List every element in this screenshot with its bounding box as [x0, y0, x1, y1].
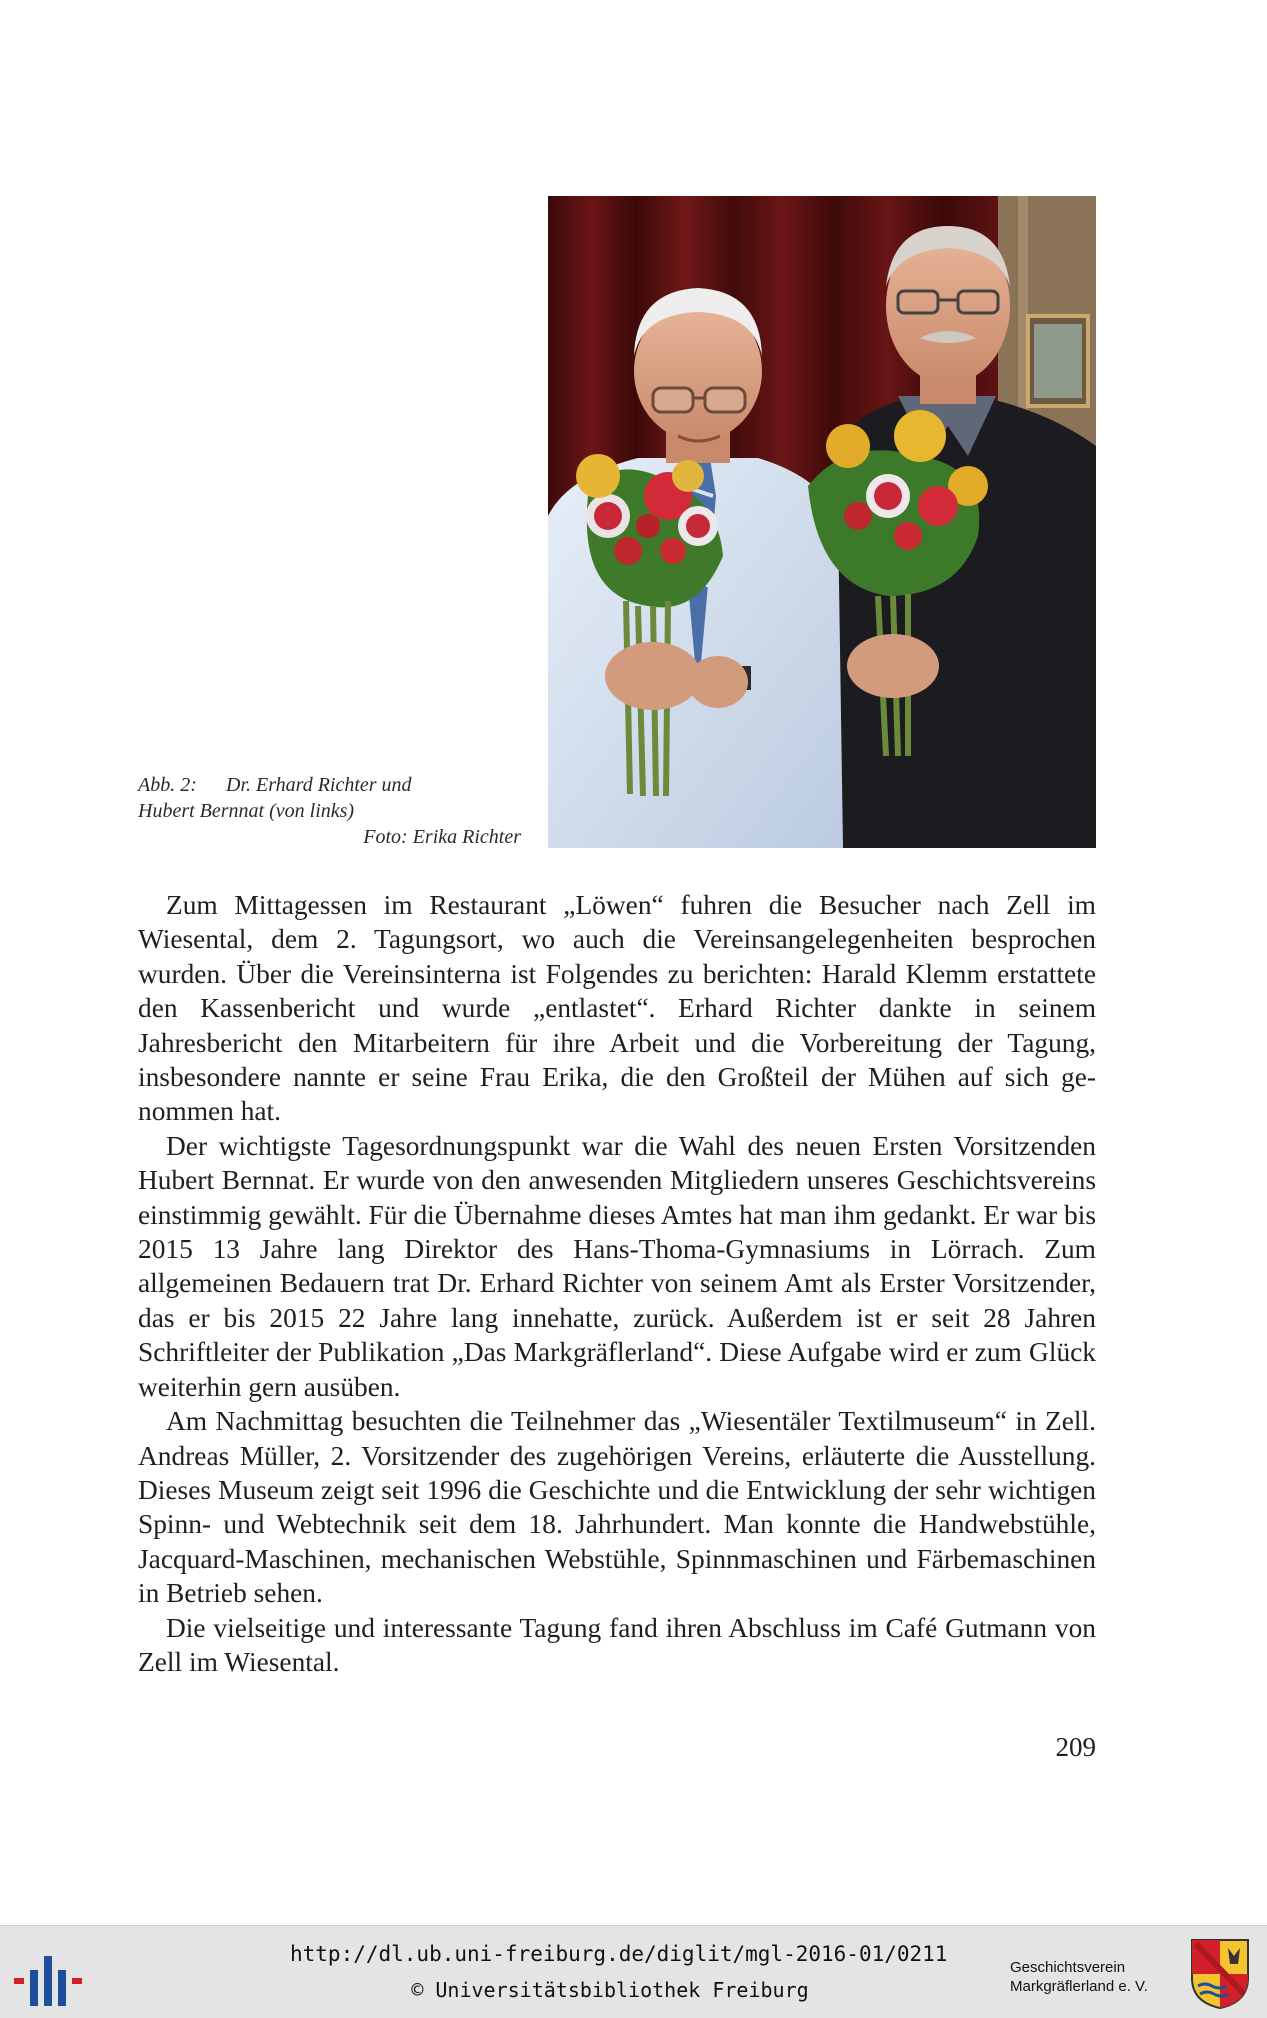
- verein-line-1: Geschichtsverein: [1010, 1959, 1126, 1976]
- coat-of-arms-icon: [1190, 1938, 1250, 2010]
- article-body: [138, 888, 1096, 1679]
- caption-label: Abb. 2:: [138, 774, 197, 796]
- paragraph-3: Am Nachmittag besuchten die Teilnehmer das „Wiesentäler Textilmuseum“ in Zell. Andreas Müller, 2. Vorsitzender des zugehörigen Vereins, erläuterte die Ausstellung. Dieses Museum zeigt seit 1996 die Geschichte und die Entwicklung der sehr wichtigen Spinn- und Webtechnik seit dem 18. Jahrhundert. Man konnte die Handwebstühle, Jacquard-Maschinen, mechanischen Webstühle, Spinnmaschinen und Färbemaschinen in Betrieb sehen.: [138, 1406, 1096, 1609]
- photo-richter-bernnat: [548, 196, 1096, 848]
- page-number: 209: [1055, 1732, 1096, 1762]
- footer-bar: [0, 1925, 1267, 2018]
- paragraph-2: Der wichtigste Tagesordnungspunkt war die Wahl des neuen Ersten Vorsitzenden Hubert Bernnat. Er wurde von den anwesenden Mitgliedern unseres Geschichtsvereins einstimmig gewählt. Für die Übernahme dieses Amtes hat man ihm gedankt. Er war bis 2015 13 Jahre lang Direktor des Hans-Thoma-Gymnasiums in Lörrach. Zum allgemeinen Bedauern trat Dr. Erhard Richter von seinem Amt als Erster Vorsitzender, das er bis 2015 22 Jahre lang innehatte, zurück. Außerdem ist er seit 28 Jahren Schriftleiter der Publikation „Das Markgräflerland“. Diese Aufgabe wird er zum Glück weiterhin gern ausüben.: [138, 1130, 1096, 1402]
- caption-credit: Foto: Erika Richter: [363, 826, 521, 848]
- paragraph-1: Zum Mittagessen im Restaurant „Löwen“ fuhren die Besucher nach Zell im Wiesental, dem 2. Tagungsort, wo auch die Vereinsangelegenheiten besprochen wurden. Über die Vereinsinterna ist Folgendes zu berichten: Harald Klemm erstattete den Kassenbericht und wurde „entlastet“. Erhard Richter dankte in seinem Jahresbericht den Mitarbeitern für ihre Arbeit und die Vorbereitung der Tagung, insbesondere nannte er seine Frau Erika, die den Großteil der Mühen auf sich genommen hat.: [138, 890, 1096, 1127]
- paragraph-4: Die vielseitige und interessante Tagung fand ihren Abschluss im Café Gutmann von Zell im Wiesental.: [138, 1612, 1096, 1677]
- verein-line-2: Markgräflerland e. V.: [1010, 1978, 1148, 1995]
- footer-url-link[interactable]: http://dl.ub.uni-freiburg.de/diglit/mgl-2016-01/0211: [290, 1942, 948, 1966]
- photo-caption: [138, 772, 520, 850]
- caption-text-1: Dr. Erhard Richter und: [226, 774, 412, 796]
- caption-line-1: [138, 772, 520, 798]
- footer-copyright: © Universitätsbibliothek Freiburg: [411, 1978, 809, 2002]
- ub-freiburg-logo-icon: [14, 1956, 84, 2006]
- caption-line-2: Hubert Bernnat (von links): [138, 800, 355, 822]
- footer-verein-name: [1010, 1958, 1180, 1996]
- photo-illustration: [548, 196, 1096, 848]
